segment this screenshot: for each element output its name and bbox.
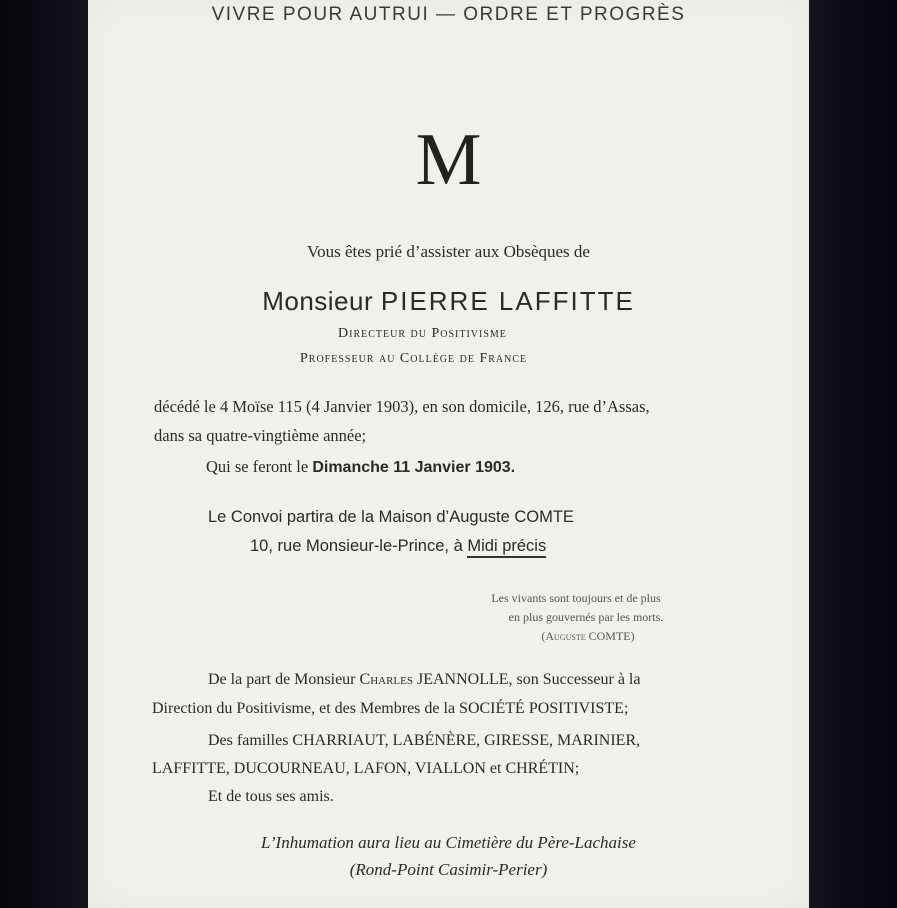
convoy-time: Midi précis — [467, 537, 546, 558]
quote-attribution — [458, 629, 718, 644]
quote-author-first: (Auguste — [541, 629, 586, 643]
service-prefix: Qui se feront le — [206, 457, 309, 476]
convoy-line-2 — [250, 537, 546, 556]
burial-line-2: (Rond-Point Casimir-Perier) — [349, 860, 548, 879]
title-professor: Professeur au Collège de France — [300, 351, 528, 366]
convoy-address: 10, rue Monsieur-le-Prince, à — [250, 537, 463, 555]
deceased-name — [88, 286, 809, 317]
death-line-2: dans sa quatre-vingtième année; — [154, 426, 367, 445]
quote-line-2: en plus gouvernés par les morts. — [508, 610, 664, 624]
background-left — [0, 0, 90, 908]
full-name: PIERRE LAFFITTE — [380, 286, 635, 316]
title-director: Directeur du Positivisme — [338, 326, 507, 341]
funeral-notice-card — [88, 0, 809, 908]
successor-rest: JEANNOLLE, son Successeur à la — [416, 671, 641, 688]
quote-author-last: COMTE) — [588, 629, 635, 643]
invitation-text: Vous êtes prié d’assister aux Obsèques de — [307, 242, 590, 261]
death-line-1: décédé le 4 Moïse 115 (4 Janvier 1903), en son domicile, 126, rue d’Assas, — [154, 397, 650, 416]
on-behalf-line-1 — [208, 671, 640, 689]
on-behalf-line-5: Et de tous ses amis. — [208, 788, 334, 805]
convoy-line-1: Le Convoi partira de la Maison d’Auguste COMTE — [208, 508, 574, 526]
initial-letter: M — [415, 119, 482, 201]
motto: VIVRE POUR AUTRUI — ORDRE ET PROGRÈS — [211, 4, 686, 25]
on-behalf-prefix: De la part de Monsieur — [208, 671, 356, 688]
burial-line-1: L’Inhumation aura lieu au Cimetière du Père-Lachaise — [261, 833, 636, 852]
successor-first-name: Charles — [359, 671, 413, 688]
on-behalf-line-4: LAFFITTE, DUCOURNEAU, LAFON, VIALLON et CHRÉTIN; — [152, 760, 580, 777]
on-behalf-line-2: Direction du Positivisme, et des Membres de la SOCIÉTÉ POSITIVISTE; — [152, 700, 629, 717]
quote-line-1: Les vivants sont toujours et de plus — [491, 591, 661, 605]
background-right — [805, 0, 897, 908]
service-line — [206, 457, 515, 477]
honorific: Monsieur — [262, 286, 374, 316]
on-behalf-line-3: Des familles CHARRIAUT, LABÉNÈRE, GIRESSE, MARINIER, — [208, 732, 641, 749]
service-date: Dimanche 11 Janvier 1903. — [312, 459, 516, 476]
